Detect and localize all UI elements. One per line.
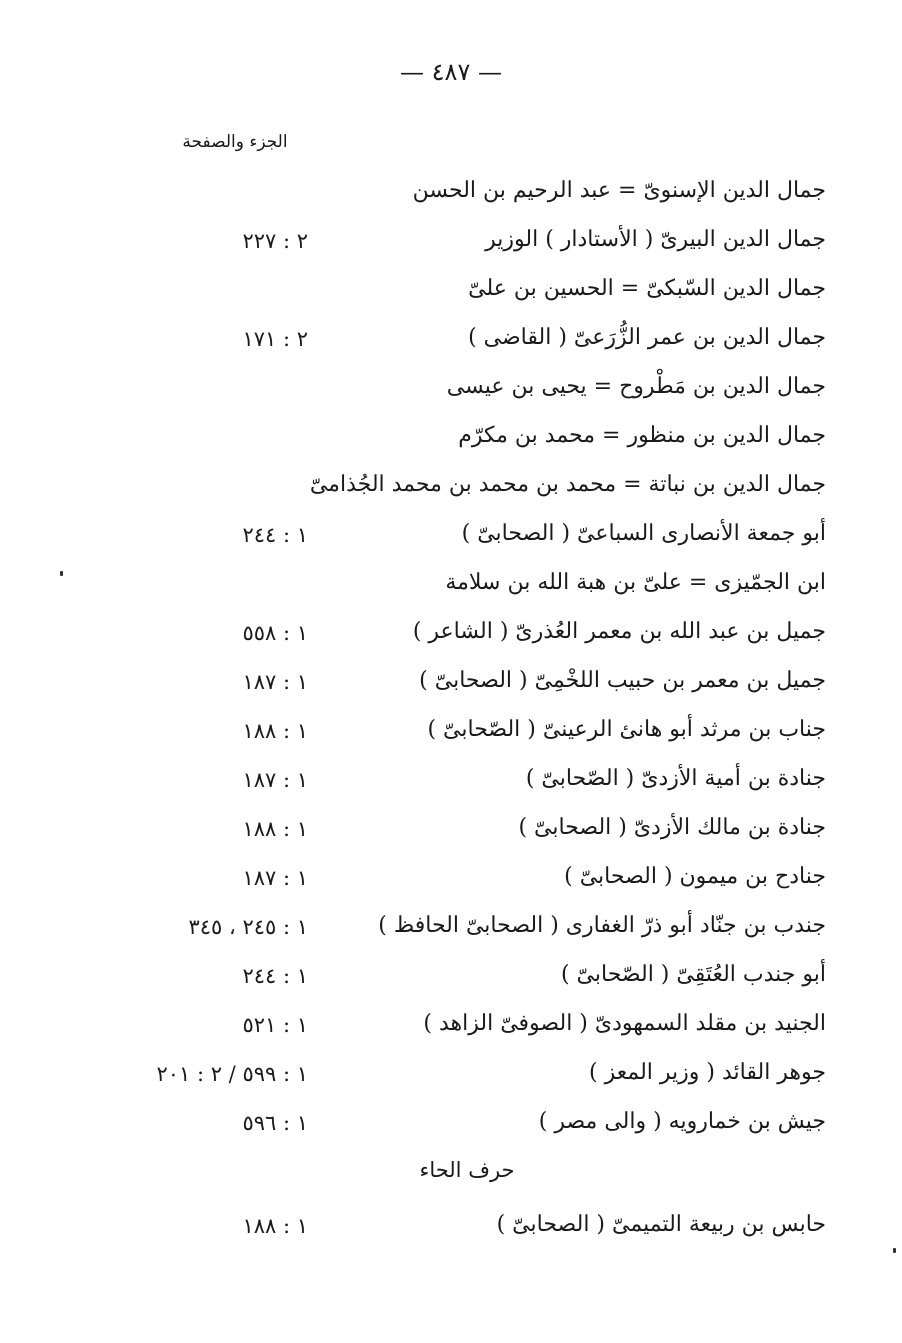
index-entry [0,217,902,266]
entry-reference: ٢ : ٢٢٧ [242,229,308,253]
entry-reference: ١ : ٢٤٤ [242,964,308,988]
entry-reference: ١ : ٥٩٩ / ٢ : ٢٠١ [156,1062,308,1086]
scan-speck [893,1248,896,1253]
index-entry [0,903,902,952]
index-entry [0,560,902,609]
entry-name: حابس بن ربيعة التميمىّ ( الصحابىّ ) [496,1212,826,1237]
index-entry [0,1001,902,1050]
index-entry [0,658,902,707]
entry-reference: ١ : ١٨٧ [242,670,308,694]
entry-name: جيش بن خمارويه ( والى مصر ) [538,1109,826,1134]
entry-name: جمال الدين بن نباتة = محمد بن محمد بن محمد الجُذامىّ [309,472,826,497]
entry-reference: ١ : ١٨٨ [242,817,308,841]
index-entry [0,1202,902,1251]
entry-name: جناب بن مرثد أبو هانئ الرعينىّ ( الصّحابىّ ) [427,717,826,742]
entry-name: جمال الدين الإسنوىّ = عبد الرحيم بن الحسن [412,178,826,203]
entry-name: جنادة بن مالك الأزدىّ ( الصحابىّ ) [518,815,826,840]
index-entry [0,168,902,217]
index-entry [0,1099,902,1148]
page-number: — ٤٨٧ — [400,58,502,86]
entry-name: ابن الجمّيزى = علىّ بن هبة الله بن سلامة [445,570,826,595]
entry-reference: ١ : ٢٤٥ ، ٣٤٥ [188,915,308,939]
entry-name: جوهر القائد ( وزير المعز ) [589,1060,826,1085]
column-header-volume-page: الجزء والصفحة [182,132,288,152]
entry-reference: ١ : ١٨٨ [242,719,308,743]
entry-name: جمال الدين بن عمر الزُّرَعىّ ( القاضى ) [468,325,826,350]
entry-reference: ١ : ١٨٨ [242,1214,308,1238]
entry-reference: ١ : ٥٢١ [242,1013,308,1037]
entry-reference: ١ : ١٨٧ [242,866,308,890]
section-heading-text: حرف الحاء [419,1158,515,1182]
entry-reference: ١ : ١٨٧ [242,768,308,792]
entry-name: أبو جندب العُتَقِىّ ( الصّحابىّ ) [560,962,826,987]
entry-name: جنادح بن ميمون ( الصحابىّ ) [564,864,826,889]
entry-name: جمال الدين بن منظور = محمد بن مكرّم [458,423,826,448]
index-entry [0,756,902,805]
entry-reference: ١ : ٥٩٦ [242,1111,308,1135]
index-entry [0,805,902,854]
entry-name: أبو جمعة الأنصارى السباعىّ ( الصحابىّ ) [461,521,826,546]
entry-name: جندب بن جنّاد أبو ذرّ الغفارى ( الصحابىّ الحافظ ) [378,913,826,938]
entry-name: الجنيد بن مقلد السمهودىّ ( الصوفىّ الزاهد ) [423,1011,826,1036]
entry-reference: ١ : ٢٤٤ [242,523,308,547]
index-entry [0,854,902,903]
index-entry [0,266,902,315]
index-entry [0,1050,902,1099]
entry-name: جمال الدين البيرىّ ( الأستادار ) الوزير [485,227,826,252]
entry-name: جميل بن عبد الله بن معمر العُذرىّ ( الشاعر ) [412,619,826,644]
index-entry [0,315,902,364]
index-entry [0,707,902,756]
entry-reference: ٢ : ١٧١ [242,327,308,351]
index-entry [0,413,902,462]
entry-name: جمال الدين السّبكىّ = الحسين بن علىّ [468,276,826,301]
index-entry [0,609,902,658]
entry-name: جميل بن معمر بن حبيب اللخْمِىّ ( الصحابىّ ) [419,668,826,693]
index-entries [0,168,902,1251]
index-entry [0,952,902,1001]
entry-name: جمال الدين بن مَطْروح = يحيى بن عيسى [446,374,826,399]
index-entry [0,511,902,560]
scan-speck [60,571,63,576]
entry-name: جنادة بن أمية الأزدىّ ( الصّحابىّ ) [525,766,826,791]
index-entry [0,364,902,413]
entry-reference: ١ : ٥٥٨ [242,621,308,645]
index-entry [0,462,902,511]
section-heading [0,1148,902,1202]
